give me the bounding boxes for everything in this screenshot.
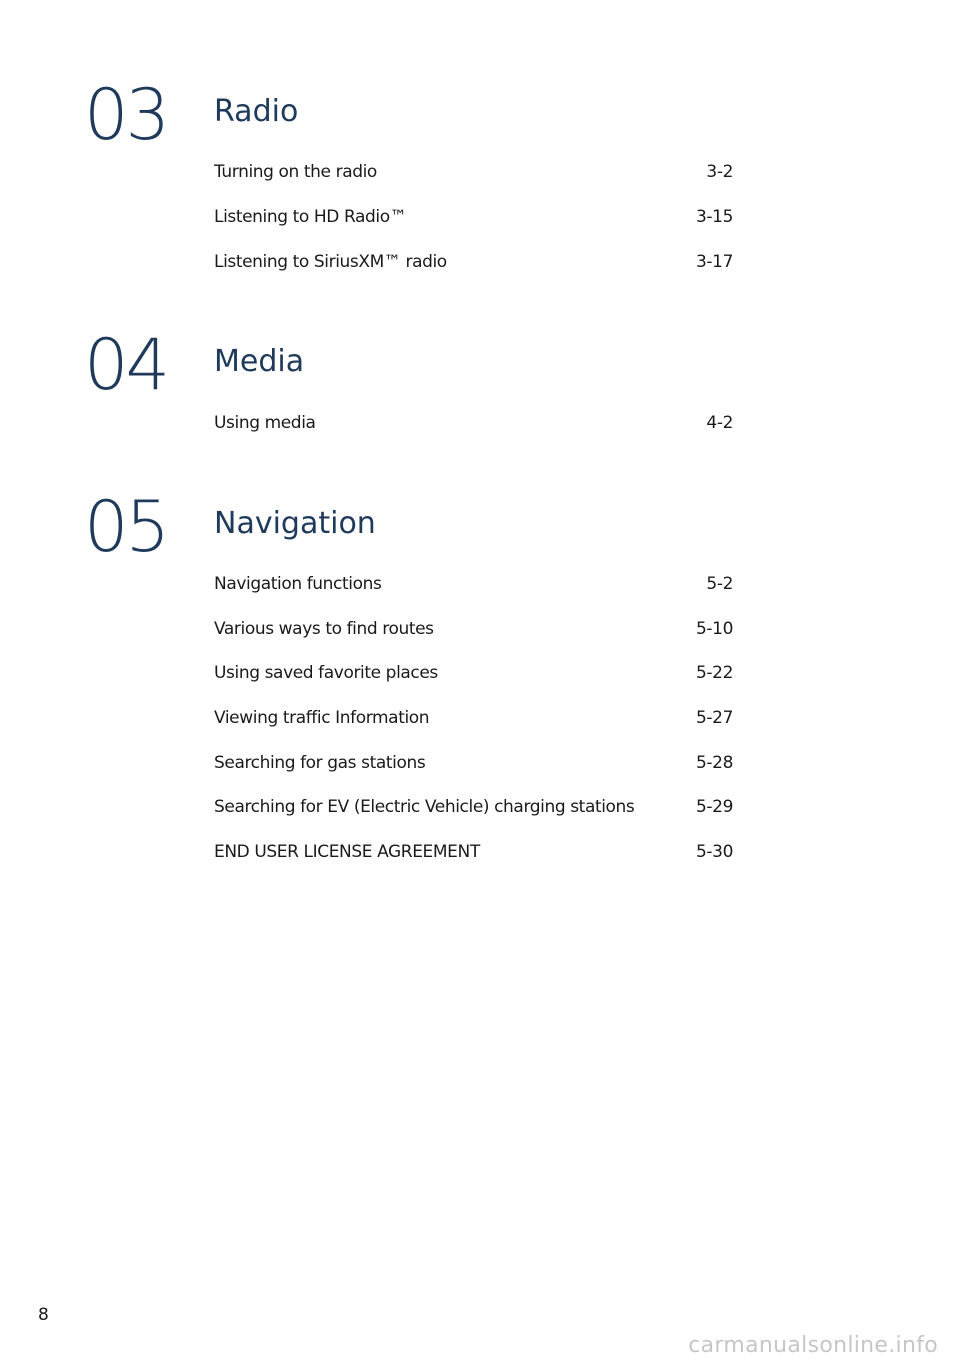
toc-entry-label: Various ways to find routes (214, 619, 434, 639)
toc-entry-page: 3-15 (696, 207, 733, 227)
toc-entry-label: Listening to HD Radio™ (214, 207, 407, 227)
toc-entry-page: 4-2 (706, 413, 733, 433)
toc-entry[interactable] (214, 617, 733, 641)
toc-entry[interactable] (214, 160, 733, 184)
toc-entry[interactable] (214, 661, 733, 685)
toc-entry-page: 5-27 (696, 708, 733, 728)
toc-entry-page: 3-17 (696, 252, 733, 272)
toc-entry[interactable] (214, 572, 733, 596)
toc-entry-label: Viewing traffic Information (214, 708, 430, 728)
toc-entry-label: END USER LICENSE AGREEMENT (214, 842, 480, 862)
toc-entry-page: 5-2 (706, 574, 733, 594)
chapter-number: 04 (84, 324, 168, 406)
chapter-number: 03 (84, 74, 168, 156)
watermark: carmanualsonline.info (688, 1333, 938, 1358)
toc-entry[interactable] (214, 250, 733, 274)
toc-entry-page: 5-28 (696, 753, 733, 773)
toc-entry-label: Searching for EV (Electric Vehicle) charging stations (214, 797, 635, 817)
chapter-title: Radio (214, 94, 299, 129)
toc-entry-label: Listening to SiriusXM™ radio (214, 252, 447, 272)
chapter-title: Media (214, 344, 305, 379)
toc-entry[interactable] (214, 751, 733, 775)
toc-entry-label: Navigation functions (214, 574, 382, 594)
toc-entry[interactable] (214, 840, 733, 864)
toc-entry-page: 5-22 (696, 663, 733, 683)
page-number: 8 (38, 1305, 49, 1325)
toc-entry[interactable] (214, 795, 733, 819)
toc-entry-label: Using saved favorite places (214, 663, 438, 683)
toc-entry-label: Searching for gas stations (214, 753, 426, 773)
toc-entry[interactable] (214, 411, 733, 435)
toc-entry-label: Using media (214, 413, 316, 433)
chapter-number: 05 (84, 486, 168, 568)
toc-entry-label: Turning on the radio (214, 162, 377, 182)
toc-entry[interactable] (214, 706, 733, 730)
toc-entry-page: 5-30 (696, 842, 733, 862)
toc-entry-page: 5-29 (696, 797, 733, 817)
chapter-title: Navigation (214, 506, 376, 541)
toc-entry-page: 3-2 (706, 162, 733, 182)
toc-entry-page: 5-10 (696, 619, 733, 639)
toc-entry[interactable] (214, 205, 733, 229)
